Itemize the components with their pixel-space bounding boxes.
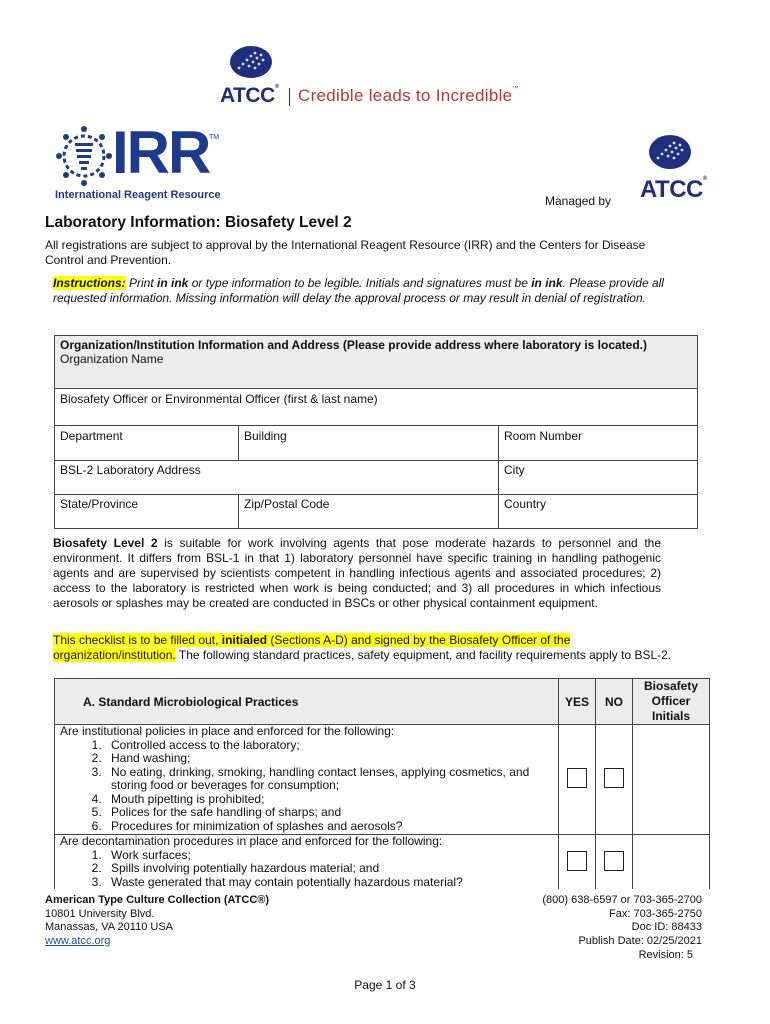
intro-text: All registrations are subject to approval by the International Reagent Resource (IRR) and the Centers for Disease Control and Prevention. <box>45 238 646 267</box>
organization-table-header: Organization/Institution Information and Address (Please provide address where laboratory is located.) Organization Name <box>55 336 698 389</box>
state-field[interactable]: State/Province <box>55 495 239 529</box>
list-item: 1. Controlled access to the laboratory; <box>105 739 553 753</box>
list-item: 2. Spills involving potentially hazardous material; and <box>105 862 553 876</box>
irr-subtitle: International Reagent Resource <box>55 189 221 201</box>
website-link[interactable]: www.atcc.org <box>45 934 111 947</box>
instructions-label: Instructions: <box>53 276 126 290</box>
no-cell <box>596 725 633 835</box>
managed-by-label: Managed by <box>545 194 612 208</box>
no-checkbox[interactable] <box>604 768 624 788</box>
list-item: 3. Waste generated that may contain potentially hazardous material? <box>105 876 553 890</box>
footer-contact: (800) 638-6597 or 703-365-2700 Fax: 703-365-2750 Doc ID: 88433 Publish Date: 02/25/2021 <box>542 894 702 947</box>
initials-field[interactable] <box>633 835 710 890</box>
atcc-logo-text: ATCC® <box>220 84 279 107</box>
list-item: 2. Hand washing; <box>105 752 553 766</box>
atcc-globe-icon <box>648 133 692 171</box>
list-item: 4. Mouth pipetting is prohibited; <box>105 793 553 807</box>
country-field[interactable]: Country <box>499 495 698 529</box>
irr-trademark: TM <box>209 134 220 141</box>
revision-label: Revision: 5 <box>638 949 693 961</box>
yes-checkbox[interactable] <box>567 768 587 788</box>
organization-info-table <box>54 335 698 529</box>
irr-reagent-icon <box>55 125 113 187</box>
no-checkbox[interactable] <box>604 851 624 871</box>
atcc-tagline: Credible leads to Incredible™ <box>298 86 519 105</box>
room-number-field[interactable]: Room Number <box>499 426 698 461</box>
yes-checkbox[interactable] <box>567 851 587 871</box>
question-row: Are decontamination procedures in place and enforced for the following: 1. Work surfaces; 2. Spills involving potentially hazardous material; and 3. Waste generated that may contain potentially hazardous material? <box>55 835 559 890</box>
biosafety-officer-field[interactable]: Biosafety Officer or Environmental Officer (first & last name) <box>55 389 698 426</box>
initials-column-header: Biosafety Officer Initials <box>633 679 710 725</box>
bsl2-description: Biosafety Level 2 is suitable for work involving agents that pose moderate hazards to personnel and the environment. It differs from BSL-1 in that 1) laboratory personnel have specific training in handling pathogenic agents and are supervised by scientists competent in handling infectious agents and associated procedures; 2) access to the laboratory is restricted when work is being conducted; and 3) all procedures in which infectious aerosols or splashes may be created are conducted in BSCs or other physical containment equipment. <box>53 536 661 610</box>
yes-cell <box>559 725 596 835</box>
atcc-logo-text-2: ATCC® <box>640 176 707 203</box>
section-a-heading: A. Standard Microbiological Practices <box>55 679 559 725</box>
yes-cell <box>559 835 596 890</box>
list-item: 5. Polices for the safe handling of sharps; and <box>105 806 553 820</box>
irr-logo-text: IRR <box>112 119 210 186</box>
checklist-intro: This checklist is to be filled out, initialed (Sections A-D) and signed by the Biosafety Officer of the organization/institution. The following standard practices, safety equipment, and facility requirements apply to BSL-2. <box>53 633 672 662</box>
organization-name-field[interactable]: Organization Name <box>60 352 164 366</box>
list-item: 1. Work surfaces; <box>105 849 553 863</box>
initials-field[interactable] <box>633 725 710 835</box>
section-a-table <box>54 678 710 889</box>
page-number: Page 1 of 3 <box>354 978 416 992</box>
department-field[interactable]: Department <box>55 426 239 461</box>
list-item: 3. No eating, drinking, smoking, handling contact lenses, applying cosmetics, and storing food or beverages for consumption; <box>105 766 553 793</box>
instructions: Instructions: Print in ink or type information to be legible. Initials and signatures must be in ink. Please provide all requested information. Missing information will delay the approval process or may result in denial of registration. <box>53 276 664 305</box>
atcc-globe-icon <box>229 44 273 80</box>
lab-address-field[interactable]: BSL-2 Laboratory Address <box>55 461 499 495</box>
no-cell <box>596 835 633 890</box>
yes-column-header: YES <box>559 679 596 725</box>
footer-address: American Type Culture Collection (ATCC®) 10801 University Blvd. Manassas, VA 20110 USA www.atcc.org <box>45 894 270 947</box>
page-title: Laboratory Information: Biosafety Level 2 <box>45 214 352 231</box>
city-field[interactable]: City <box>499 461 698 495</box>
zip-field[interactable]: Zip/Postal Code <box>239 495 499 529</box>
question-row: Are institutional policies in place and enforced for the following: 1. Controlled access to the laboratory; 2. Hand washing; 3. No eating, drinking, smoking, handling contact lenses, applying cosmetics, and storing food or beverages for consumption; 4. Mouth pipetting is prohibited; 5. Polices for the safe handling of sharps; and 6. Procedures for minimization of splashes and aerosols? <box>55 725 559 835</box>
logo-divider <box>289 88 290 106</box>
no-column-header: NO <box>596 679 633 725</box>
building-field[interactable]: Building <box>239 426 499 461</box>
list-item: 6. Procedures for minimization of splashes and aerosols? <box>105 820 553 834</box>
